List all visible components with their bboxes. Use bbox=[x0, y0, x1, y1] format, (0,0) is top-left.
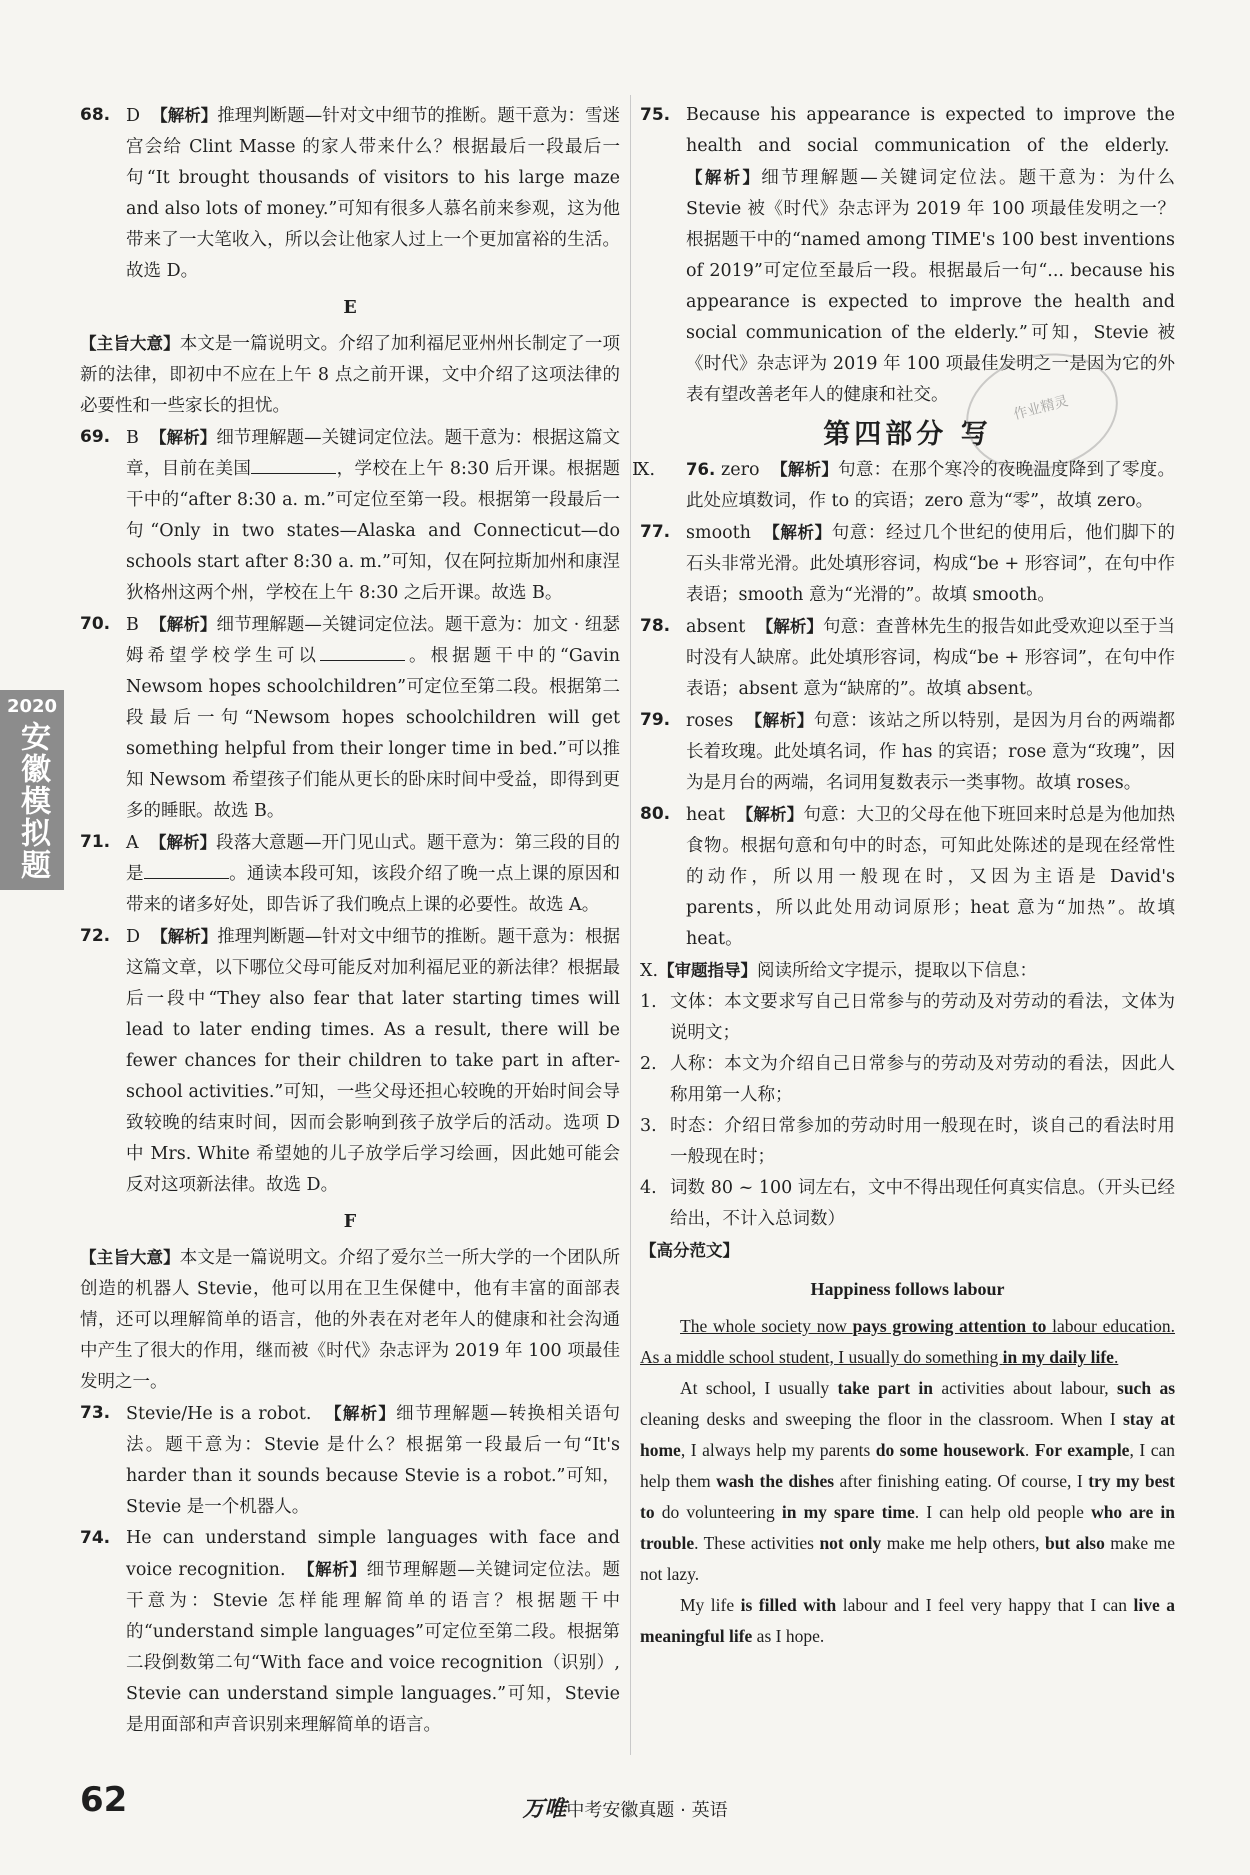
blank-line bbox=[320, 642, 405, 661]
answer-76: Ⅸ. 76. zero 【解析】句意：在那个寒冷的夜晚温度降到了零度。此处应填数词，作 to 的宾语；zero 意为“零”，故填 zero。 bbox=[632, 459, 1176, 511]
stamp-watermark: 作业精灵 bbox=[953, 337, 1131, 487]
guide-item: 3. 时态：介绍日常参加的劳动时用一般现在时，谈自己的看法时用一般现在时； bbox=[640, 1116, 1175, 1167]
section-title: 第四部分 写 bbox=[823, 419, 992, 450]
summary-f: 【主旨大意】本文是一篇说明文。介绍了爱尔兰一所大学的一个团队所创造的机器人 Stevie，他可以用在卫生保健中，他有丰富的面部表情，还可以理解简单的语言，他的外表在对老年人的健康和社会沟通中产生了很大的作用，继而被《时代》杂志评为 2019 年 100 项最佳发明之一。 bbox=[80, 1248, 621, 1392]
answer-77: 77. smooth 【解析】句意：经过几个世纪的使用后，他们脚下的石头非常光滑。此处填形容词，构成“be + 形容词”，在句中作表语；smooth 意为“光滑的”。故填 smooth。 bbox=[640, 522, 1175, 605]
summary-e: 【主旨大意】本文是一篇说明文。介绍了加利福尼亚州州长制定了一项新的法律，即初中不应在上午 8 点之前开课，文中介绍了这项法律的必要性和一些家长的担忧。 bbox=[80, 334, 621, 416]
page-number: 62 bbox=[80, 1780, 128, 1820]
answer-78: 78. absent 【解析】句意：查普林先生的报告如此受欢迎以至于当时没有人缺席。此处填形容词，构成“be + 形容词”，在句中作表语；absent 意为“缺席的”。故填 absent。 bbox=[640, 616, 1176, 699]
side-tab bbox=[0, 690, 64, 890]
guide-item: 1. 文体：本文要求写自己日常参与的劳动及对劳动的看法，文体为说明文； bbox=[640, 992, 1175, 1043]
blank-line bbox=[251, 455, 336, 474]
answer-68: 68. D 【解析】推理判断题—针对文中细节的推断。题干意为：雪迷宫会给 Clint Masse 的家人带来什么？根据最后一段最后一句“It brought thousands of visitors to his large maze and also lots of money.”可知有很多人慕名前来参观，这为他带来了一大笔收入，所以会让他家人过上一个更加富裕的生活。故选 D。 bbox=[80, 105, 620, 281]
left-column bbox=[80, 100, 620, 1741]
passage-letter-e: E bbox=[343, 298, 357, 318]
writing-guide: Ⅹ.【审题指导】阅读所给文字提示，提取以下信息： bbox=[640, 961, 1038, 981]
answer-75: 75. Because his appearance is expected to improve the health and social communication of the elderly. 【解析】细节理解题—关键词定位法。题干意为：为什么 Stevie 被《时代》杂志评为 2019 年 100 项最佳发明之一？根据题干中的“named among TIME's 100 best inventions of 2019”可定位至最后一段。根据最后一句“... because his appearance is expected to improve the health and social communication of the elderly.”可知，Stevie 被《时代》杂志评为 2019 年 100 项最佳发明之一是因为它的外表有望改善老年人的健康和社交。 bbox=[640, 105, 1175, 405]
footer-title: 中考安徽真题 · 英语 bbox=[566, 1800, 728, 1821]
brand-logo: 万唯 bbox=[522, 1797, 567, 1822]
guide-item: 2. 人称：本文为介绍自己日常参与的劳动及对劳动的看法，因此人称用第一人称； bbox=[640, 1054, 1175, 1105]
answer-69: 69. B 【解析】细节理解题—关键词定位法。题干意为：根据这篇文章，目前在美国 ，学校在上午 8:30 后开课。根据题干中的“after 8:30 a. m.”可定位至第一段。根据第一段最后一句“Only in two states—Alaska and Connecticut—do schools start after 8:30 a. m.”可知，仅在阿拉斯加州和康涅狄格州这两个州，学校在上午 8:30 之后开课。故选 B。 bbox=[80, 427, 620, 603]
answer-71: 71. A 【解析】段落大意题—开门见山式。题干意为：第三段的目的是 。通读本段可知，该段介绍了晚一点上课的原因和带来的诸多好处，即告诉了我们晚点上课的必要性。故选 A。 bbox=[80, 832, 621, 915]
column-divider bbox=[630, 95, 631, 1755]
answer-70: 70. B 【解析】细节理解题—关键词定位法。题干意为：加文 · 纽瑟姆希望学校学生可以 。根据题干中的“Gavin Newsom hopes schoolchildren”可定位至第二段。根据第二段最后一句“Newsom hopes schoolchildren will get something helpful from their longer time in bed.”可以推知 Newsom 希望孩子们能从更长的卧床时间中受益，即得到更多的睡眠。故选 B。 bbox=[80, 614, 621, 821]
blank-line bbox=[144, 860, 229, 879]
answer-73: 73. Stevie/He is a robot. 【解析】细节理解题—转换相关语句法。题干意为：Stevie 是什么？根据第一段最后一句“It's harder than it sounds because Stevie is a robot.”可知，Stevie 是一个机器人。 bbox=[80, 1403, 621, 1517]
essay-paragraph-3: My life is filled with labour and I feel very happy that I can live a meaningful life as I hope. bbox=[640, 1595, 1175, 1646]
answer-72: 72. D 【解析】推理判断题—针对文中细节的推断。题干意为：根据这篇文章，以下哪位父母可能反对加利福尼亚的新法律？根据最后一段中“They also fear that later starting times will lead to later ending times. As a result, there will be fewer chances for their children to take part in after-school activities.”可知，一些父母还担心较晚的开始时间会导致较晚的结束时间，因而会影响到孩子放学后的活动。选项 D 中 Mrs. White 希望她的儿子放学后学习绘画，因此她可能会反对这项新法律。故选 D。 bbox=[80, 926, 620, 1195]
essay-paragraph-1: The whole society now pays growing attention to labour education. As a middle school student, I usually do something in my daily life. bbox=[640, 1316, 1176, 1367]
model-essay bbox=[640, 1311, 1175, 1652]
answer-79: 79. roses 【解析】句意：该站之所以特别，是因为月台的两端都长着玫瑰。此处填名词，作 has 的宾语；rose 意为“玫瑰”，因为是月台的两端，名词用复数表示一类事物。故填 roses。 bbox=[640, 710, 1175, 793]
footer bbox=[0, 1792, 1250, 1823]
guide-item: 4. 词数 80 ~ 100 词左右，文中不得出现任何真实信息。（开头已经给出，不计入总词数） bbox=[640, 1178, 1175, 1229]
passage-letter-f: F bbox=[343, 1212, 357, 1232]
answer-74: 74. He can understand simple languages with face and voice recognition. 【解析】细节理解题—关键词定位法。题干意为：Stevie 怎样能理解简单的语言？根据题干中的“understand simple languages”可定位至第二段。根据第二段倒数第二句“With face and voice recognition（识别）, Stevie can understand simple languages.”可知，Stevie 是用面部和声音识别来理解简单的语言。 bbox=[80, 1528, 621, 1735]
side-tab-year: 2020 bbox=[6, 696, 58, 717]
essay-paragraph-2: At school, I usually take part in activities about labour, such as cleaning desks and sweeping the floor in the classroom. When I stay at home, I always help my parents do some housework. For example, I can help them wash the dishes after finishing eating. Of course, I try my best to do volunteering in my spare time. I can help old people who are in trouble. These activities not only make me help others, but also make me not lazy. bbox=[640, 1378, 1176, 1584]
essay-title: Happiness follows labour bbox=[810, 1279, 1005, 1299]
model-essay-label: 【高分范文】 bbox=[640, 1241, 739, 1260]
side-tab-label: 安徽模拟题 bbox=[15, 721, 50, 881]
answer-80: 80. heat 【解析】句意：大卫的父母在他下班回来时总是为他加热食物。根据句意和句中的时态，可知此处陈述的是现在经常性的动作，所以用一般现在时，又因为主语是 David's parents，所以此处用动词原形；heat 意为“加热”。故填 heat。 bbox=[640, 804, 1175, 949]
right-column bbox=[632, 100, 1176, 1652]
